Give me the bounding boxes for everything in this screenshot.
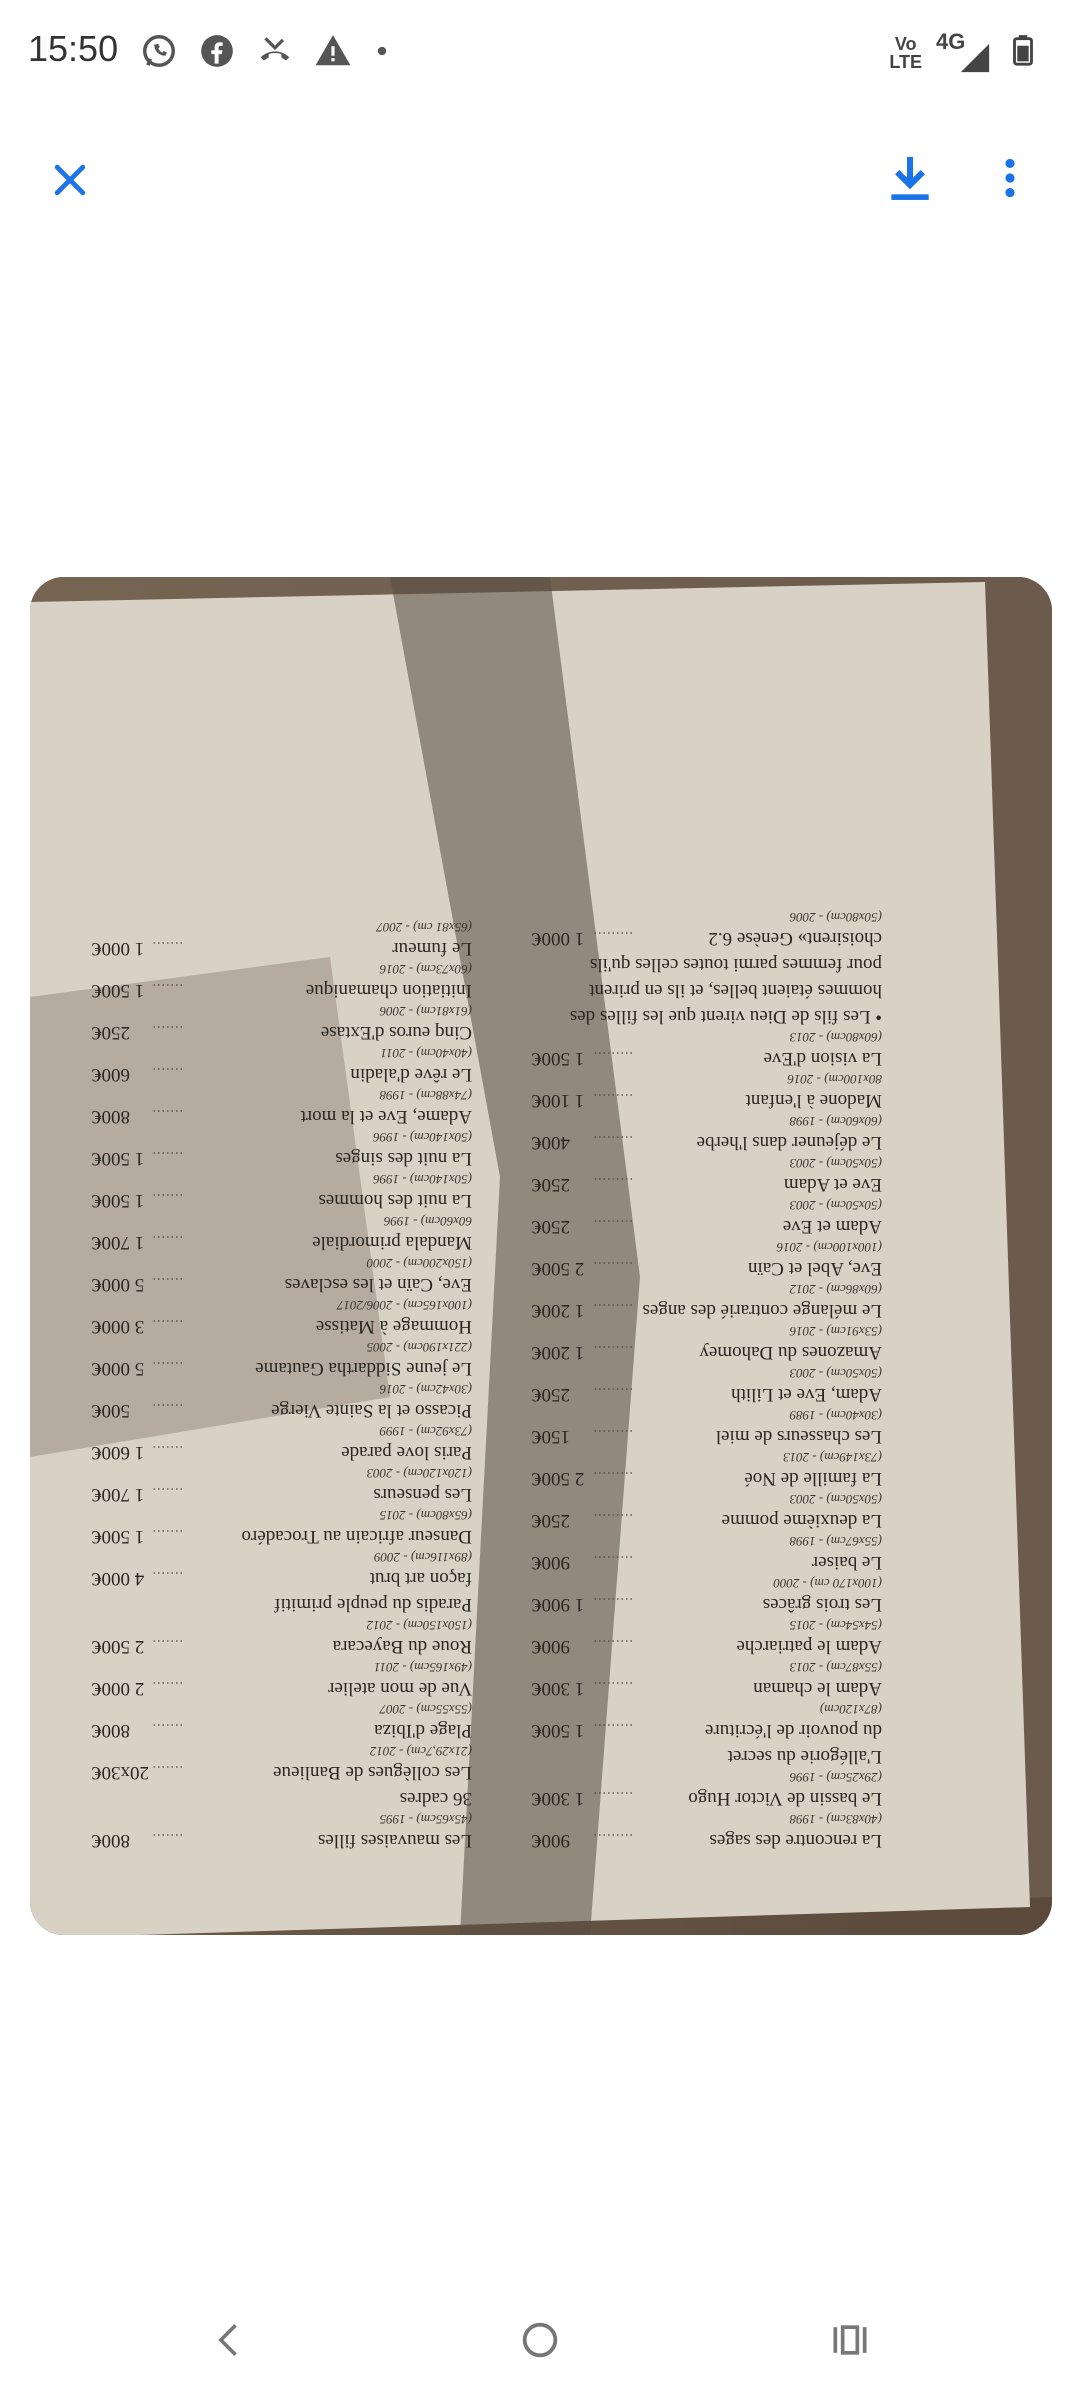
artwork-dimensions: (100x100cm) - 2016	[776, 1240, 882, 1255]
back-button[interactable]	[190, 2300, 270, 2380]
volte-indicator: Vo LTE	[889, 33, 922, 72]
artwork-dimensions: (29x25cm) - 1996	[789, 1770, 882, 1785]
artwork-title: La rencontre des sages	[709, 1830, 882, 1851]
artwork-title: Les trois grâces	[762, 1594, 882, 1615]
artwork-price: 800€	[92, 1830, 130, 1851]
artwork-dimensions: (74x88cm) - 1998	[379, 1088, 472, 1103]
close-icon	[48, 158, 92, 202]
artwork-title: L'allégorie du secret	[727, 1746, 882, 1767]
artwork-price: 2 500€	[532, 1258, 585, 1279]
artwork-price: 600€	[92, 1064, 130, 1085]
artwork-dimensions: (65x81 cm) - 2007	[376, 920, 472, 935]
artwork-title: Paris love parade	[341, 1442, 472, 1463]
artwork-title: Eve, Caïn et les esclaves	[284, 1274, 472, 1295]
artwork-dimensions: (221x190cm) - 2005	[366, 1340, 472, 1355]
artwork-price: 5 000€	[92, 1358, 145, 1379]
artwork-price: 1 500€	[532, 1720, 585, 1741]
artwork-price: 250€	[532, 1510, 570, 1531]
home-icon	[517, 2317, 563, 2363]
artwork-title: Adam le patriarche	[736, 1636, 882, 1657]
artwork-dimensions: (87x120cm)	[819, 1702, 882, 1717]
artwork-title: • Les fils de Dieu virent que les filles des	[569, 1006, 882, 1027]
artwork-price: 2 500€	[92, 1636, 145, 1657]
artwork-dimensions: 60x60cm) - 1996	[383, 1214, 472, 1229]
artwork-price: 800€	[92, 1720, 130, 1741]
artwork-dimensions: (150x150cm) - 2012	[366, 1618, 472, 1633]
artwork-dimensions: (50x50cm) - 2003	[789, 1366, 882, 1381]
artwork-dimensions: (30x40cm) - 1989	[789, 1408, 882, 1423]
artwork-dimensions: (55x67cm) - 1998	[789, 1534, 882, 1549]
artwork-title: Les chasseurs de miel	[715, 1426, 882, 1447]
artwork-title: Les penseurs	[373, 1484, 472, 1505]
download-button[interactable]	[870, 138, 950, 218]
artwork-title: Le déjeuner dans l'herbe	[696, 1132, 882, 1153]
artwork-price: 2 500€	[532, 1468, 585, 1489]
artwork-dimensions: (53x91cm) - 2016	[789, 1324, 882, 1339]
artwork-title: Les collègues de Banlieue	[273, 1762, 472, 1783]
artwork-price: 250€	[92, 1022, 130, 1043]
artwork-dimensions: (30x42cm) - 2016	[379, 1382, 472, 1397]
artwork-dimensions: (61x81cm) - 2006	[379, 1004, 472, 1019]
paper-image	[30, 577, 1052, 1935]
artwork-price: 1 600€	[92, 1442, 145, 1463]
artwork-price: 20x30€	[92, 1762, 149, 1783]
artwork-price: 2 000€	[92, 1678, 145, 1699]
artwork-dimensions: (49x165cm) - 2011	[374, 1660, 472, 1675]
artwork-price: 800€	[92, 1106, 130, 1127]
artwork-price: 250€	[532, 1174, 570, 1195]
artwork-price: 1 500€	[92, 1526, 145, 1547]
artwork-title: Le jeune Siddartha Gautame	[255, 1358, 472, 1379]
artwork-price: 1 500€	[92, 1190, 145, 1211]
artwork-price: 150€	[532, 1426, 570, 1447]
artwork-price: 1 100€	[532, 1090, 585, 1111]
artwork-title: 36 cadres	[399, 1788, 472, 1809]
artwork-title: Adam et Eve	[782, 1216, 882, 1237]
status-bar	[0, 0, 1080, 100]
artwork-dimensions: (60x86cm) - 2012	[789, 1282, 882, 1297]
artwork-dimensions: (65x80cm) - 2015	[379, 1508, 472, 1523]
artwork-dimensions: (45x65cm) - 1995	[379, 1812, 472, 1827]
status-time: 15:50	[28, 28, 119, 69]
artwork-title: La vision d'Eve	[763, 1048, 882, 1069]
artwork-title: Le fumeur	[392, 938, 472, 959]
artwork-dimensions: (50x50cm) - 2003	[789, 1198, 882, 1213]
artwork-title: La nuit des hommes	[318, 1190, 472, 1211]
artwork-dimensions: (50x50cm) - 2003	[789, 1156, 882, 1171]
artwork-dimensions: (40x40cm) - 2011	[380, 1046, 472, 1061]
artwork-title: pour femmes parmi toutes celles qu'ils	[589, 954, 882, 975]
artwork-title: La deuxième pomme	[721, 1510, 882, 1531]
artwork-title: Adame, Eve et la mort	[300, 1106, 472, 1127]
artwork-dimensions: 80x100cm) - 2016	[787, 1072, 882, 1087]
artwork-price: 3 000€	[92, 1316, 145, 1337]
facebook-icon	[198, 32, 236, 75]
artwork-dimensions: (55x55cm) - 2007	[379, 1702, 472, 1717]
artwork-price: 1 200€	[532, 1342, 585, 1363]
artwork-price: 900€	[532, 1636, 570, 1657]
recents-icon	[828, 2318, 872, 2362]
close-button[interactable]	[30, 140, 110, 220]
artwork-title: hommes étaient belles, et ils en prirent	[589, 980, 882, 1001]
home-button[interactable]	[500, 2300, 580, 2380]
system-nav-bar	[0, 2280, 1080, 2400]
artwork-dimensions: (150x200cm) - 2000	[366, 1256, 472, 1271]
artwork-dimensions: (60x80cm) - 2013	[789, 1030, 882, 1045]
artwork-price: 4 000€	[92, 1568, 145, 1589]
artwork-dimensions: (50x140cm) - 1996	[373, 1172, 472, 1187]
artwork-title: Mandala primordiale	[312, 1232, 472, 1253]
artwork-dimensions: (50x140cm) - 1996	[373, 1130, 472, 1145]
artwork-dimensions: (100x165cm) - 2006/2017	[336, 1298, 472, 1313]
artwork-price: 1 200€	[532, 1300, 585, 1321]
artwork-price: 1 700€	[92, 1232, 145, 1253]
back-icon	[208, 2318, 252, 2362]
viewer-toolbar	[0, 120, 1080, 230]
artwork-price: 1 000€	[92, 938, 145, 959]
artwork-title: Hommage à Matisse	[315, 1316, 472, 1337]
artwork-title: Amazones du Dahomey	[699, 1342, 882, 1363]
artwork-dimensions: (89x116cm) - 2009	[374, 1550, 472, 1565]
artwork-title: Plage d'Ibiza	[374, 1720, 472, 1741]
artwork-dimensions: (55x87cm) - 2013	[789, 1660, 882, 1675]
artwork-price: 1 700€	[92, 1484, 145, 1505]
artwork-title: du pouvoir de l'écriture	[704, 1720, 882, 1741]
artwork-dimensions: (120x120cm) - 2003	[366, 1466, 472, 1481]
artwork-price: 900€	[532, 1552, 570, 1573]
artwork-dimensions: (100x170 cm) - 2000	[773, 1576, 882, 1591]
battery-icon	[1006, 30, 1040, 75]
artwork-title: Adam, Eve et Lilith	[731, 1384, 882, 1405]
artwork-title: Cinq euros d'Extase	[320, 1022, 472, 1043]
artwork-title: Madone à l'enfant	[745, 1090, 882, 1111]
dot-icon	[372, 41, 392, 66]
artwork-title: Danseur africain au Trocadéro	[241, 1526, 472, 1547]
artwork-price: 5 000€	[92, 1274, 145, 1295]
artwork-price: 250€	[532, 1384, 570, 1405]
notification-icons	[140, 32, 392, 75]
artwork-price: 1 300€	[532, 1788, 585, 1809]
artwork-title: Le baiser	[811, 1552, 882, 1573]
artwork-dimensions: (54x54cm) - 2015	[789, 1618, 882, 1633]
artwork-title: Vue de mon atelier	[328, 1678, 472, 1699]
artwork-price: 1 000€	[532, 928, 585, 949]
artwork-title: Eve, Abel et Caïn	[747, 1258, 882, 1279]
signal-icon: 4G	[936, 31, 992, 75]
artwork-title: Eve et Adam	[783, 1174, 882, 1195]
artwork-price: 1 900€	[532, 1594, 585, 1615]
artwork-price: 1 500€	[92, 980, 145, 1001]
artwork-title: La famille de Noé	[744, 1468, 882, 1489]
document-photo[interactable]	[30, 577, 1052, 1935]
artwork-dimensions: (50x80cm) - 2006	[789, 910, 882, 925]
system-icons	[889, 30, 1040, 75]
artwork-dimensions: (73x92cm) - 1999	[379, 1424, 472, 1439]
artwork-price: 400€	[532, 1132, 570, 1153]
artwork-dimensions: (21x29,7cm) - 2012	[369, 1744, 472, 1759]
artwork-title: Adam le chaman	[753, 1678, 882, 1699]
more-vert-icon	[985, 153, 1035, 203]
recents-button[interactable]	[810, 2300, 890, 2380]
artwork-price: 1 500€	[92, 1148, 145, 1169]
artwork-dimensions: (60x73cm) - 2016	[379, 962, 472, 977]
warning-icon	[314, 32, 352, 75]
artwork-price: 1 300€	[532, 1678, 585, 1699]
artwork-title: façon art brut	[369, 1568, 472, 1589]
artwork-title: Le bassin de Victor Hugo	[688, 1788, 882, 1809]
artwork-dimensions: (50x50cm) - 2003	[789, 1492, 882, 1507]
artwork-title: La nuit des singes	[335, 1148, 472, 1169]
artwork-title: Les mauvaises filles	[317, 1830, 472, 1851]
artwork-dimensions: (73x149cm) - 2013	[783, 1450, 882, 1465]
artwork-title: Le rêve d'aladin	[350, 1064, 472, 1085]
artwork-title: Paradis du peuple primitif	[274, 1594, 472, 1615]
artwork-title: Le mélange contrarié des anges	[642, 1300, 882, 1321]
artwork-dimensions: (40x83cm) - 1998	[789, 1812, 882, 1827]
artwork-dimensions: (60x60cm) - 1998	[789, 1114, 882, 1129]
artwork-title: Initiation chamanique	[305, 980, 472, 1001]
artwork-title: Picasso et la Sainte Vierge	[271, 1400, 472, 1421]
artwork-title: Roue du Bayecara	[332, 1636, 472, 1657]
artwork-price: 250€	[532, 1216, 570, 1237]
artwork-price: 1 500€	[532, 1048, 585, 1069]
artwork-price: 500€	[92, 1400, 130, 1421]
artwork-price: 900€	[532, 1830, 570, 1851]
artwork-title: choisirent» Genèse 6.2	[708, 928, 882, 949]
more-options-button[interactable]	[970, 138, 1050, 218]
download-icon	[882, 150, 938, 206]
missed-call-icon	[256, 32, 294, 75]
whatsapp-icon	[140, 32, 178, 75]
